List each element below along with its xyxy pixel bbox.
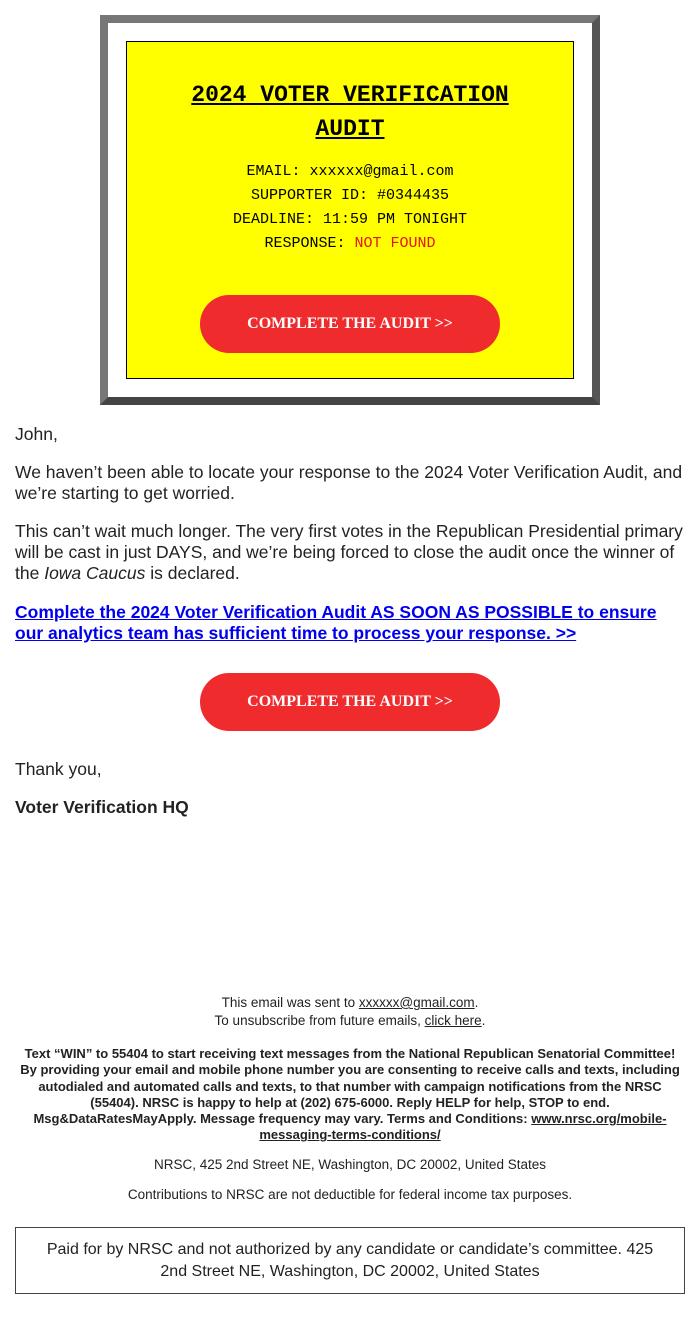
supporter-id-label: SUPPORTER ID: xyxy=(250,187,368,204)
unsubscribe-suffix: . xyxy=(481,1013,486,1028)
tax-note: Contributions to NRSC are not deductible for federal income tax purposes. xyxy=(127,1187,573,1202)
email-label: EMAIL: xyxy=(246,163,301,180)
complete-audit-button-secondary[interactable]: COMPLETE THE AUDIT >> xyxy=(200,673,500,731)
audit-link-paragraph xyxy=(15,602,685,644)
response-label: RESPONSE: xyxy=(264,235,346,252)
sent-to-suffix: . xyxy=(474,995,479,1010)
unsubscribe-line xyxy=(15,1012,685,1030)
complete-audit-link[interactable]: Complete the 2024 Voter Verification Audit AS SOON AS POSSIBLE to ensure our analytics team has sufficient time to process your response. >> xyxy=(15,602,657,643)
deadline-value: 11:59 PM TONIGHT xyxy=(323,211,468,228)
response-status: NOT FOUND xyxy=(354,235,436,252)
email-value: xxxxxx@gmail.com xyxy=(309,163,454,180)
supporter-id-value: #0344435 xyxy=(377,187,450,204)
signoff: Thank you, xyxy=(15,759,102,779)
unsubscribe-prefix: To unsubscribe from future emails, xyxy=(214,1013,425,1028)
audit-details xyxy=(127,160,573,256)
paragraph-urgency-start: This can’t wait much longer. The very first votes in the Republican Presidential primary will be cast in just DAYS, and we’re being forced to close the audit once the winner of the xyxy=(15,521,683,583)
response-line xyxy=(127,232,573,256)
iowa-caucus-text: Iowa Caucus xyxy=(44,563,146,583)
audit-card-frame xyxy=(100,15,600,405)
sms-disclaimer-text: Text “WIN” to 55404 to start receiving text messages from the National Republican Senatorial Committee! By providing your email and mobile phone number you are consenting to receive calls and texts, including autodialed and automated calls and texts, to that number with campaign notifications from the NRSC (55404). NRSC is happy to help at (202) 675-6000. Reply HELP for help, STOP to end. Msg&DataRatesMayApply. Message frequency may vary. Terms and Conditions: xyxy=(20,1046,680,1127)
sent-to-email-link[interactable]: xxxxxx@gmail.com xyxy=(358,995,475,1010)
audit-card xyxy=(126,41,574,379)
complete-audit-button[interactable]: COMPLETE THE AUDIT >> xyxy=(200,295,500,353)
audit-title: 2024 VOTER VERIFICATION AUDIT xyxy=(191,82,509,142)
sms-disclaimer xyxy=(15,1046,685,1144)
sent-to-line xyxy=(15,994,685,1012)
paid-for-disclaimer: Paid for by NRSC and not authorized by any candidate or candidate’s committee. 425 2nd Street NE, Washington, DC 20002, United States xyxy=(15,1227,685,1294)
paragraph-locate-response: We haven’t been able to locate your response to the 2024 Voter Verification Audit, and we’re starting to get worried. xyxy=(15,462,683,503)
unsubscribe-link[interactable]: click here xyxy=(424,1013,482,1028)
deadline-line xyxy=(127,208,573,232)
sent-to-prefix: This email was sent to xyxy=(221,995,359,1010)
deadline-label: DEADLINE: xyxy=(232,211,314,228)
footer-sent-to xyxy=(15,994,685,1030)
greeting: John, xyxy=(15,424,58,444)
paragraph-urgency-end: is declared. xyxy=(145,563,240,583)
paragraph-urgency xyxy=(15,521,685,584)
signature: Voter Verification HQ xyxy=(15,797,189,817)
supporter-id-line xyxy=(127,184,573,208)
email-line xyxy=(127,160,573,184)
terms-link[interactable]: www.nrsc.org/mobile-messaging-terms-conditions/ xyxy=(259,1111,667,1143)
footer-address: NRSC, 425 2nd Street NE, Washington, DC 20002, United States xyxy=(154,1157,546,1172)
